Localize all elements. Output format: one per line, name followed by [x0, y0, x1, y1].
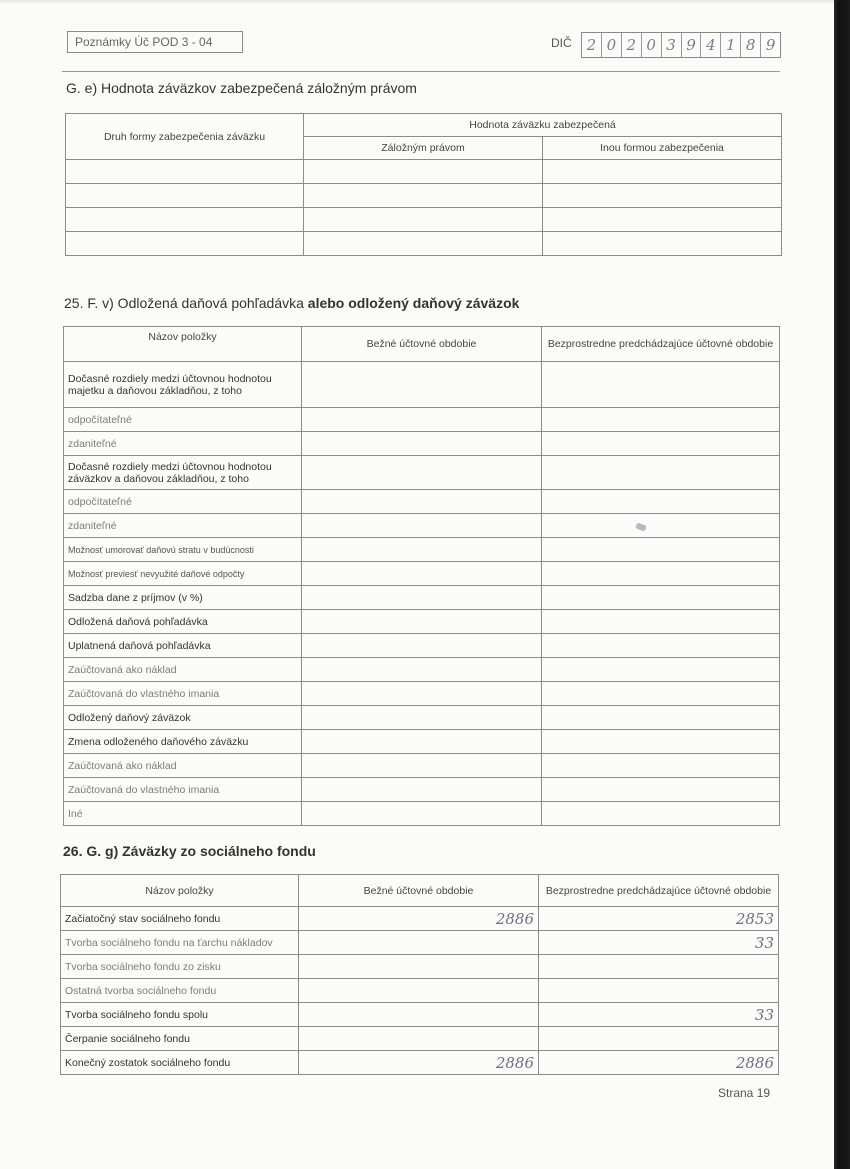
- row-label: Iné: [64, 802, 302, 826]
- row-label: Odložený daňový záväzok: [64, 706, 302, 730]
- row-label: Čerpanie sociálneho fondu: [61, 1027, 299, 1051]
- dic-digit: 9: [682, 33, 702, 57]
- value-cell: [542, 586, 780, 610]
- value-cell: [302, 754, 542, 778]
- col-header-previous: Bezprostredne predchádzajúce účtovné obdobie: [539, 875, 779, 907]
- table-secured-liabilities: [65, 113, 782, 256]
- form-code-label: Poznámky Úč POD 3 - 04: [67, 31, 243, 53]
- value-cell: [542, 610, 780, 634]
- value-cell: [302, 408, 542, 432]
- row-label: zdaniteľné: [64, 432, 302, 456]
- table-row: [61, 1051, 779, 1075]
- value-cell: [542, 408, 780, 432]
- table-row: [64, 730, 780, 754]
- value-cell: [542, 514, 780, 538]
- empty-cell: [543, 208, 782, 232]
- row-label: Zaúčtovaná do vlastného imania: [64, 778, 302, 802]
- row-label: Konečný zostatok sociálneho fondu: [61, 1051, 299, 1075]
- table-row: [64, 610, 780, 634]
- value-cell: [302, 432, 542, 456]
- col-header-current: Bežné účtovné obdobie: [299, 875, 539, 907]
- dic-digit: 3: [662, 33, 682, 57]
- handwritten-value-current: [299, 979, 539, 1003]
- table-row: [64, 778, 780, 802]
- dic-label: DIČ: [551, 36, 572, 50]
- scan-shadow: [0, 0, 834, 4]
- table-row: [61, 931, 779, 955]
- table-row: [64, 562, 780, 586]
- handwritten-value-current: [299, 931, 539, 955]
- table-row: [64, 362, 780, 408]
- handwritten-value-previous: [539, 955, 779, 979]
- section-26-title: 26. G. g) Záväzky zo sociálneho fondu: [63, 843, 316, 859]
- value-cell: [302, 634, 542, 658]
- col-header-group: Hodnota záväzku zabezpečená: [304, 114, 782, 137]
- row-label: Sadzba dane z príjmov (v %): [64, 586, 302, 610]
- value-cell: [542, 432, 780, 456]
- section-ge-title: G. e) Hodnota záväzkov zabezpečená záložným právom: [66, 80, 417, 96]
- page-number: Strana 19: [718, 1086, 771, 1100]
- table-row: [64, 586, 780, 610]
- empty-cell: [304, 232, 543, 256]
- table-row: [61, 1027, 779, 1051]
- handwritten-value-current: [299, 1027, 539, 1051]
- value-cell: [302, 658, 542, 682]
- table-row: [64, 408, 780, 432]
- value-cell: [542, 634, 780, 658]
- value-cell: [302, 778, 542, 802]
- table-row: [61, 979, 779, 1003]
- empty-cell: [66, 160, 304, 184]
- col-header-name: Názov položky: [61, 875, 299, 907]
- value-cell: [302, 682, 542, 706]
- value-cell: [542, 658, 780, 682]
- value-cell: [542, 362, 780, 408]
- row-label: Zmena odloženého daňového záväzku: [64, 730, 302, 754]
- value-cell: [302, 514, 542, 538]
- value-cell: [302, 538, 542, 562]
- row-label: Možnosť umorovať daňovú stratu v budúcnosti: [64, 538, 302, 562]
- empty-cell: [304, 184, 543, 208]
- handwritten-value-current: [299, 1003, 539, 1027]
- value-cell: [542, 706, 780, 730]
- table-row: [66, 208, 782, 232]
- col-header-name: Názov položky: [64, 327, 302, 362]
- handwritten-value-previous: [539, 979, 779, 1003]
- value-cell: [542, 456, 780, 490]
- empty-cell: [543, 184, 782, 208]
- value-cell: [542, 754, 780, 778]
- empty-cell: [304, 160, 543, 184]
- col-header-other: Inou formou zabezpečenia: [543, 137, 782, 160]
- value-cell: [302, 456, 542, 490]
- value-cell: [302, 802, 542, 826]
- row-label: Tvorba sociálneho fondu na ťarchu nákladov: [61, 931, 299, 955]
- header-divider: [62, 71, 780, 72]
- table-row: [64, 432, 780, 456]
- handwritten-value-previous: 2886: [539, 1051, 779, 1075]
- dic-digit: 4: [701, 33, 721, 57]
- value-cell: [542, 562, 780, 586]
- table-row: [61, 907, 779, 931]
- row-label: Zaúčtovaná ako náklad: [64, 658, 302, 682]
- value-cell: [302, 490, 542, 514]
- row-label: Uplatnená daňová pohľadávka: [64, 634, 302, 658]
- value-cell: [302, 730, 542, 754]
- row-label: Ostatná tvorba sociálneho fondu: [61, 979, 299, 1003]
- table-row: [64, 514, 780, 538]
- row-label: Dočasné rozdiely medzi účtovnou hodnotou záväzkov a daňovou základňou, z toho: [64, 456, 302, 490]
- dic-digit: 0: [602, 33, 622, 57]
- section-25-title: 25. F. v) Odložená daňová pohľadávka alebo odložený daňový záväzok: [64, 295, 520, 311]
- value-cell: [542, 538, 780, 562]
- empty-cell: [543, 160, 782, 184]
- table-row: [61, 955, 779, 979]
- table-row: [61, 1003, 779, 1027]
- value-cell: [302, 706, 542, 730]
- handwritten-value-previous: 33: [539, 1003, 779, 1027]
- value-cell: [302, 562, 542, 586]
- table-row: [64, 538, 780, 562]
- empty-cell: [543, 232, 782, 256]
- row-label: zdaniteľné: [64, 514, 302, 538]
- dic-digit: 9: [765, 36, 776, 54]
- value-cell: [302, 362, 542, 408]
- row-label: Možnosť previesť nevyužité daňové odpočty: [64, 562, 302, 586]
- row-label: odpočítateľné: [64, 408, 302, 432]
- dic-digit: 8: [741, 33, 761, 57]
- table-row: [64, 754, 780, 778]
- row-label: Odložená daňová pohľadávka: [64, 610, 302, 634]
- dic-digit: 0: [642, 33, 662, 57]
- handwritten-value-previous: [539, 1027, 779, 1051]
- table-row: [66, 232, 782, 256]
- table-row: [64, 802, 780, 826]
- table-row: [64, 490, 780, 514]
- dic-field: [581, 32, 781, 58]
- col-header-current: Bežné účtovné obdobie: [302, 327, 542, 362]
- table-row: [64, 658, 780, 682]
- handwritten-value-previous: 2853: [539, 907, 779, 931]
- value-cell: [302, 586, 542, 610]
- value-cell: [542, 802, 780, 826]
- row-label: Začiatočný stav sociálneho fondu: [61, 907, 299, 931]
- col-header-type: Druh formy zabezpečenia záväzku: [66, 114, 304, 160]
- dic-digit: 2: [582, 33, 602, 57]
- value-cell: [542, 778, 780, 802]
- handwritten-value-previous: 33: [539, 931, 779, 955]
- value-cell: [542, 490, 780, 514]
- col-header-previous: Bezprostredne predchádzajúce účtovné obdobie: [542, 327, 780, 362]
- row-label: Tvorba sociálneho fondu zo zisku: [61, 955, 299, 979]
- table-row: [66, 184, 782, 208]
- row-label: odpočítateľné: [64, 490, 302, 514]
- table-deferred-tax: [63, 326, 780, 826]
- dic-digit: 1: [721, 33, 741, 57]
- table-social-fund: [60, 874, 779, 1075]
- table-row: [64, 706, 780, 730]
- handwritten-value-current: [299, 955, 539, 979]
- table-row: [66, 160, 782, 184]
- empty-cell: [304, 208, 543, 232]
- value-cell: [302, 610, 542, 634]
- row-label: Zaúčtovaná ako náklad: [64, 754, 302, 778]
- empty-cell: [66, 232, 304, 256]
- row-label: Tvorba sociálneho fondu spolu: [61, 1003, 299, 1027]
- value-cell: [542, 730, 780, 754]
- scan-edge: [834, 0, 850, 1169]
- handwritten-value-current: 2886: [299, 907, 539, 931]
- empty-cell: [66, 208, 304, 232]
- col-header-lien: Záložným právom: [304, 137, 543, 160]
- row-label: Dočasné rozdiely medzi účtovnou hodnotou majetku a daňovou základňou, z toho: [64, 362, 302, 408]
- dic-digit: 2: [622, 33, 642, 57]
- row-label: Zaúčtovaná do vlastného imania: [64, 682, 302, 706]
- handwritten-value-current: 2886: [299, 1051, 539, 1075]
- table-row: [64, 682, 780, 706]
- table-row: [64, 634, 780, 658]
- empty-cell: [66, 184, 304, 208]
- value-cell: [542, 682, 780, 706]
- table-row: [64, 456, 780, 490]
